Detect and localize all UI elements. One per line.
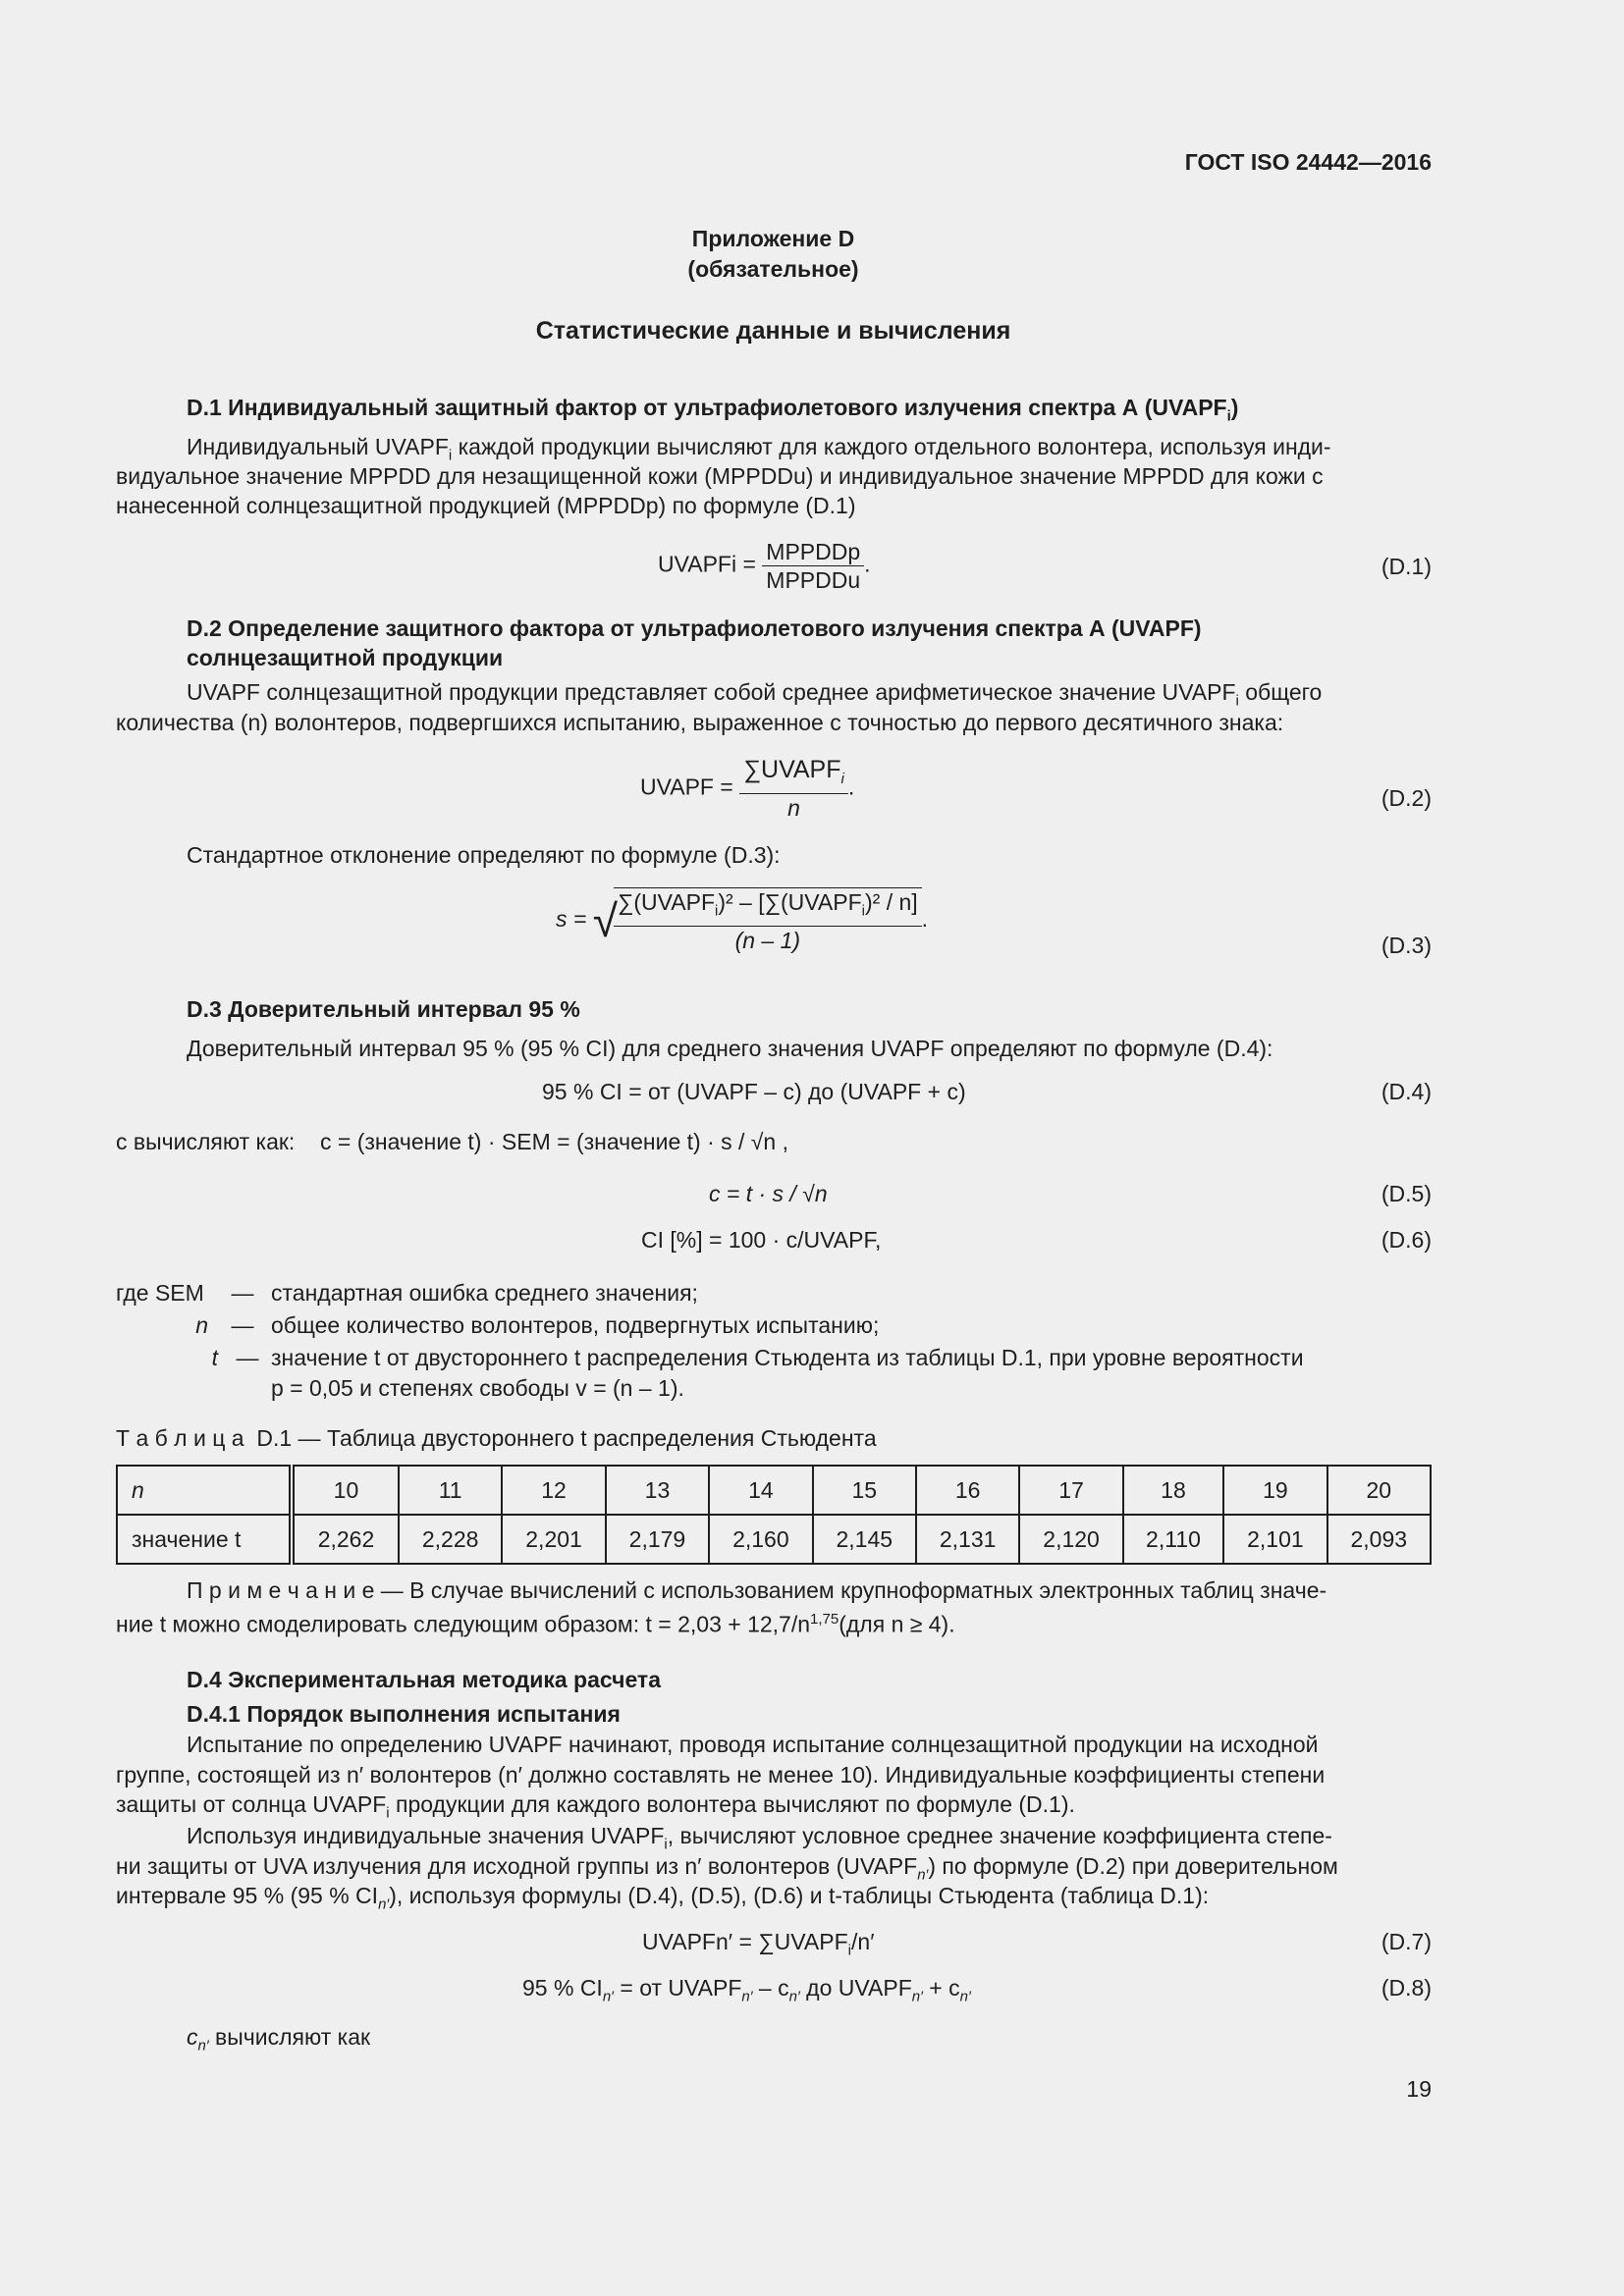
note-line1: П р и м е ч а н и е — В случае вычислений с использованием крупноформатных электронных таблиц значе- xyxy=(187,1577,1327,1603)
square-root-icon: √ xyxy=(592,894,618,946)
d41-paragraph1-line2: группе, состоящей из n′ волонтеров (n′ должно составлять не менее 10). Индивидуальные коэффициенты степени xyxy=(116,1762,1326,1788)
equation-d5: c = t · s / √n xyxy=(709,1181,828,1206)
equation-number-d3: (D.3) xyxy=(1380,933,1432,958)
equation-d7: UVAPFn′ = $\sum UVAPF_i/n'$ xyxy=(642,1929,875,1959)
equation-d6: CI [%] = 100 · c/UVAPF, xyxy=(641,1227,882,1253)
definition-t-continuation: p = 0,05 и степенях свободы v = (n – 1). xyxy=(271,1375,684,1401)
table-cell: 14 xyxy=(709,1466,812,1515)
table-cell: 13 xyxy=(606,1466,709,1515)
table-cell: 2,160 xyxy=(709,1515,812,1564)
d1-paragraph-line3: нанесенной солнцезащитной продукцией (МРPDDp) по формуле (D.1) xyxy=(116,493,856,518)
section-d2-heading-line2: солнцезащитной продукции xyxy=(187,645,504,670)
equation-number-d8: (D.8) xyxy=(1380,1975,1432,2001)
definition-sem: где SEM — стандартная ошибка среднего значения; xyxy=(116,1280,698,1306)
table-cell: 2,179 xyxy=(606,1515,709,1564)
table-cell: 11 xyxy=(399,1466,502,1515)
definition-t: t — значение t от двустороннего t распределения Стьюдента из таблицы D.1, при уровне вероятности xyxy=(211,1345,1304,1370)
table-caption: Т а б л и ц а D.1 — Таблица двустороннего t распределения Стьюдента xyxy=(116,1425,877,1451)
annex-status: (обязательное) xyxy=(687,256,859,282)
section-d4-heading: D.4 Экспериментальная методика расчета xyxy=(187,1667,661,1692)
d41-paragraph2-line3: интервале 95 % (95 % $CI_{n'}$), используя формулы (D.4), (D.5), (D.6) и t-таблицы Стьюдента (таблица D.1): xyxy=(116,1883,1210,1913)
equation-number-d1: (D.1) xyxy=(1380,554,1432,579)
cn-calc-label: $c_{n'}$ вычисляют как xyxy=(187,2024,371,2055)
table-cell: 15 xyxy=(813,1466,916,1515)
equation-d2: UVAPF = $\frac{\sum UVAPF_i}{n}$ . xyxy=(640,756,855,821)
table-row xyxy=(117,1466,1431,1515)
annex-title: Приложение D xyxy=(691,226,855,251)
d1-paragraph-line2: видуальное значение МРPDD для незащищенной кожи (МРPDDu) и индивидуальное значение МРPDD для кожи с xyxy=(116,463,1324,489)
d2-paragraph-line1: UVAPF солнцезащитной продукции представляет собой среднее арифметическое значение $UVAPF_i$ общего xyxy=(187,679,1323,710)
table-cell: 2,093 xyxy=(1327,1515,1431,1564)
section-d1-heading: D.1 Индивидуальный защитный фактор от ультрафиолетового излучения спектра А $(UVAPF_i)$ xyxy=(187,395,1239,425)
table-cell: 2,145 xyxy=(813,1515,916,1564)
equation-number-d2: (D.2) xyxy=(1380,785,1432,811)
d41-paragraph1-line1: Испытание по определению UVAPF начинают, проводя испытание солнцезащитной продукции на исходной xyxy=(187,1732,1319,1757)
section-d2-heading-line1: D.2 Определение защитного фактора от ультрафиолетового излучения спектра А (UVAPF) xyxy=(187,615,1202,641)
table-cell: 2,228 xyxy=(399,1515,502,1564)
standard-deviation-text: Стандартное отклонение определяют по формуле (D.3): xyxy=(187,842,781,868)
table-cell: 12 xyxy=(502,1466,605,1515)
table-cell: 19 xyxy=(1223,1466,1326,1515)
equation-number-d5: (D.5) xyxy=(1380,1181,1432,1206)
table-cell: 18 xyxy=(1123,1466,1223,1515)
table-row xyxy=(117,1515,1431,1564)
table-cell: 2,110 xyxy=(1123,1515,1223,1564)
table-cell: 10 xyxy=(292,1466,399,1515)
table-cell: 2,101 xyxy=(1223,1515,1326,1564)
table-cell: 16 xyxy=(916,1466,1019,1515)
d1-paragraph-line1: Индивидуальный $UVAPF_i$ каждой продукции вычисляют для каждого отдельного волонтера, используя инди- xyxy=(187,434,1331,464)
definition-n: n — общее количество волонтеров, подвергнутых испытанию; xyxy=(195,1312,880,1338)
equation-number-d6: (D.6) xyxy=(1380,1227,1432,1253)
d3-paragraph: Доверительный интервал 95 % (95 % CI) для среднего значения UVAPF определяют по формуле (D.4): xyxy=(187,1036,1273,1061)
equation-number-d4: (D.4) xyxy=(1380,1079,1432,1104)
table-row-label: n xyxy=(117,1466,292,1515)
table-cell: 2,262 xyxy=(292,1515,399,1564)
section-d3-heading: D.3 Доверительный интервал 95 % xyxy=(187,996,580,1022)
d41-paragraph2-line1: Используя индивидуальные значения $UVAPF_i$, вычисляют условное среднее значение коэффициента степе- xyxy=(187,1823,1332,1853)
annex-heading: Статистические данные и вычисления xyxy=(535,317,1011,345)
equation-number-d7: (D.7) xyxy=(1380,1929,1432,1954)
c-formula: c = (значение t) · SEM = (значение t) · s / √n , xyxy=(320,1129,789,1154)
note-line2: ние t можно смоделировать следующим образом: $t = 2,03 + 12,7/n^{1,75}(для$ n ≥ 4). xyxy=(116,1611,955,1637)
equation-d4: 95 % CI = от (UVAPF – c) до (UVAPF + c) xyxy=(542,1079,966,1104)
table-cell: 2,131 xyxy=(916,1515,1019,1564)
section-d41-heading: D.4.1 Порядок выполнения испытания xyxy=(187,1701,621,1727)
equation-d8: 95 % $CI_{n'}$ = от $UVAPF_{n'} - c_{n'}$ до $UVAPF_{n'} + c_{n'}$ xyxy=(522,1975,971,2005)
d2-paragraph-line2: количества (n) волонтеров, подвергшихся испытанию, выраженное с точностью до первого десятичного знака: xyxy=(116,710,1284,735)
table-cell: 2,201 xyxy=(502,1515,605,1564)
equation-d1: UVAPFi = $\frac{\text{МРPDDp}}{\text{МРPDDu}}$ . xyxy=(658,539,871,593)
equation-d3: s = √ $\frac{\sum(UVAPF_i)^2 - [\sum(UVAPF_i)^2 / n]}{(n - 1)}$ . xyxy=(556,889,929,953)
page-number: 19 xyxy=(1406,2076,1432,2102)
d41-paragraph2-line2: ни защиты от UVA излучения для исходной группы из n′ волонтеров $(UVAPF_{n'})$ по формуле (D.2) при доверительном xyxy=(116,1853,1338,1884)
c-calc-label: c вычисляют как: xyxy=(116,1129,296,1154)
document-code: ГОСТ ISO 24442—2016 xyxy=(1184,149,1432,175)
d41-paragraph1-line3: защиты от солнца $UVAPF_i$ продукции для каждого волонтера вычисляют по формуле (D.1). xyxy=(116,1791,1075,1822)
table-row-label: значение t xyxy=(117,1515,292,1564)
table-cell: 17 xyxy=(1019,1466,1122,1515)
table-cell: 20 xyxy=(1327,1466,1431,1515)
student-t-table xyxy=(116,1465,1432,1565)
table-cell: 2,120 xyxy=(1019,1515,1122,1564)
